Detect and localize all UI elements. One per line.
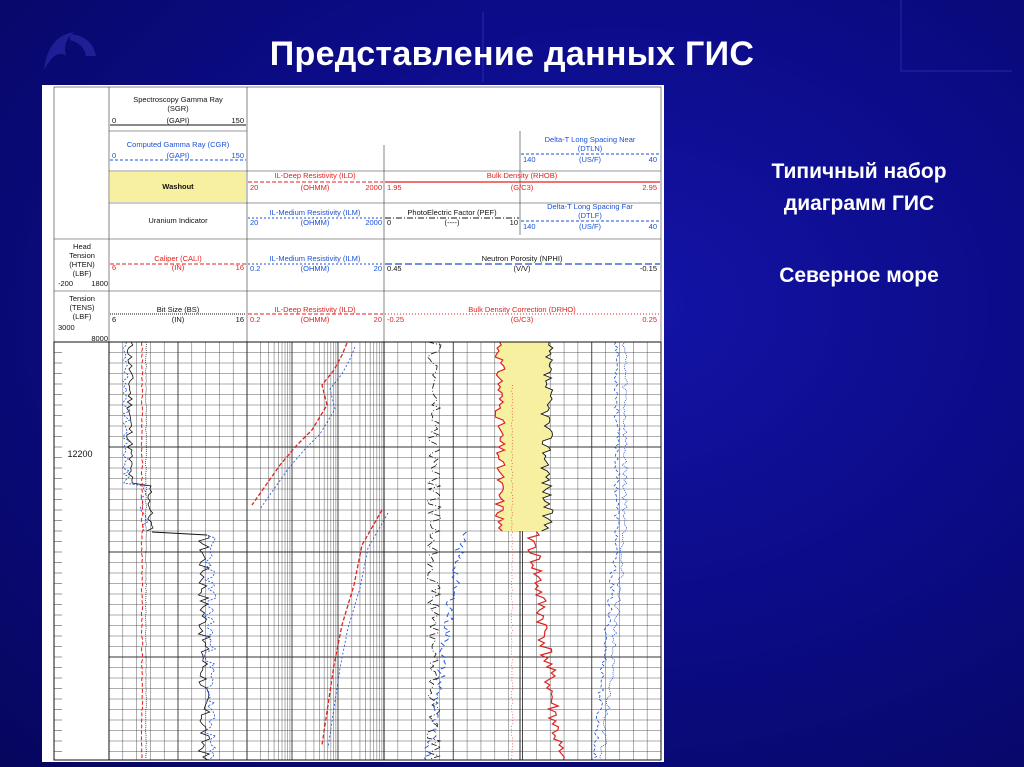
sgr-mnemonic: (SGR) [167, 104, 189, 113]
bs-unit: (IN) [171, 315, 185, 324]
cgr-unit: (GAPI) [166, 151, 190, 160]
ild-top-max: 2000 [365, 183, 382, 192]
bs-min: 6 [112, 315, 117, 324]
hten-name-1: Head [73, 242, 91, 251]
hten-min: -200 [58, 279, 74, 288]
sgr-min: 0 [112, 116, 117, 125]
density-neutron-washout-fill [495, 342, 553, 531]
dtlf-max: 40 [648, 222, 657, 231]
ild-low-min: 0.2 [250, 315, 261, 324]
ild-top-unit: (OHMM) [300, 183, 330, 192]
pef-unit: (----) [444, 218, 460, 227]
rhob-max: 2.95 [642, 183, 657, 192]
bs-max: 16 [235, 315, 244, 324]
side-caption-line-2: диаграмм ГИС [783, 192, 935, 215]
cgr-min: 0 [112, 151, 117, 160]
ilm-low-max: 20 [373, 264, 382, 273]
cali-name: Caliper (CALI) [154, 254, 202, 263]
ilm-top-unit: (OHMM) [300, 218, 330, 227]
ilm-top-name: IL-Medium Resistivity (ILM) [269, 208, 361, 217]
hten-max: 1800 [91, 279, 108, 288]
dtlf-min: 140 [523, 222, 536, 231]
drho-max: 0.25 [642, 315, 657, 324]
sgr-max: 150 [231, 116, 244, 125]
ilm-low-name: IL-Medium Resistivity (ILM) [269, 254, 361, 263]
washout-label: Washout [162, 182, 194, 191]
dtlf-name: Delta-T Long Spacing Far [547, 202, 633, 211]
bs-name: Bit Size (BS) [156, 305, 200, 314]
dtln-min: 140 [523, 155, 536, 164]
nphi-unit: (V/V) [513, 264, 531, 273]
cali-unit: (IN) [171, 263, 185, 272]
drho-min: -0.25 [387, 315, 405, 324]
tens-name-1: Tension [69, 294, 95, 303]
pef-min: 0 [387, 218, 392, 227]
hten-name-2: Tension [69, 251, 95, 260]
pef-name: PhotoElectric Factor (PEF) [407, 208, 497, 217]
sgr-unit: (GAPI) [166, 116, 190, 125]
dtln-max: 40 [648, 155, 657, 164]
hten-name-3: (HTEN) [69, 260, 95, 269]
tens-min: 3000 [58, 323, 75, 332]
slide-title: Представление данных ГИС [269, 35, 755, 73]
dtlf-unit: (US/F) [578, 222, 602, 231]
cali-min: 6 [112, 263, 117, 272]
rhob-name: Bulk Density (RHOB) [486, 171, 558, 180]
tens-max: 8000 [91, 334, 108, 343]
well-log-image [42, 85, 664, 762]
uranium-label: Uranium Indicator [148, 216, 208, 225]
ild-low-unit: (OHMM) [300, 315, 330, 324]
nphi-max: -0.15 [639, 264, 657, 273]
log-body-frame [54, 342, 661, 760]
side-location: Северное море [779, 264, 939, 287]
drho-name: Bulk Density Correction (DRHO) [468, 305, 576, 314]
ilm-low-min: 0.2 [250, 264, 261, 273]
pef-max: 10 [509, 218, 518, 227]
nphi-name: Neutron Porosity (NPHI) [481, 254, 563, 263]
dtln-mnemonic: (DTLN) [577, 144, 603, 153]
log-grid [54, 342, 661, 760]
rhob-min: 1.95 [387, 183, 402, 192]
ilm-top-min: 20 [250, 218, 259, 227]
side-caption [744, 156, 974, 220]
tens-name-3: (LBF) [72, 312, 92, 321]
ild-top-name: IL-Deep Resistivity (ILD) [274, 171, 356, 180]
depth-label: 12200 [67, 449, 93, 459]
side-caption-line-1: Типичный набор [771, 160, 947, 183]
log-curves [122, 342, 627, 760]
nphi-min: 0.45 [387, 264, 402, 273]
hten-name-4: (LBF) [72, 269, 92, 278]
cali-max: 16 [235, 263, 244, 272]
ild-low-name: IL-Deep Resistivity (ILD) [274, 305, 356, 314]
well-log-chart [42, 85, 664, 762]
dtlf-mnemonic: (DTLF) [578, 211, 602, 220]
dtln-name: Delta-T Long Spacing Near [544, 135, 636, 144]
ilm-low-unit: (OHMM) [300, 264, 330, 273]
cgr-name: Computed Gamma Ray (CGR) [126, 140, 230, 149]
ild-top-min: 20 [250, 183, 259, 192]
drho-unit: (G/C3) [510, 315, 534, 324]
tens-name-2: (TENS) [69, 303, 95, 312]
rhob-unit: (G/C3) [510, 183, 534, 192]
cgr-max: 150 [231, 151, 244, 160]
ilm-top-max: 2000 [365, 218, 382, 227]
ild-low-max: 20 [373, 315, 382, 324]
sgr-name: Spectroscopy Gamma Ray [133, 95, 223, 104]
dtln-unit: (US/F) [578, 155, 602, 164]
